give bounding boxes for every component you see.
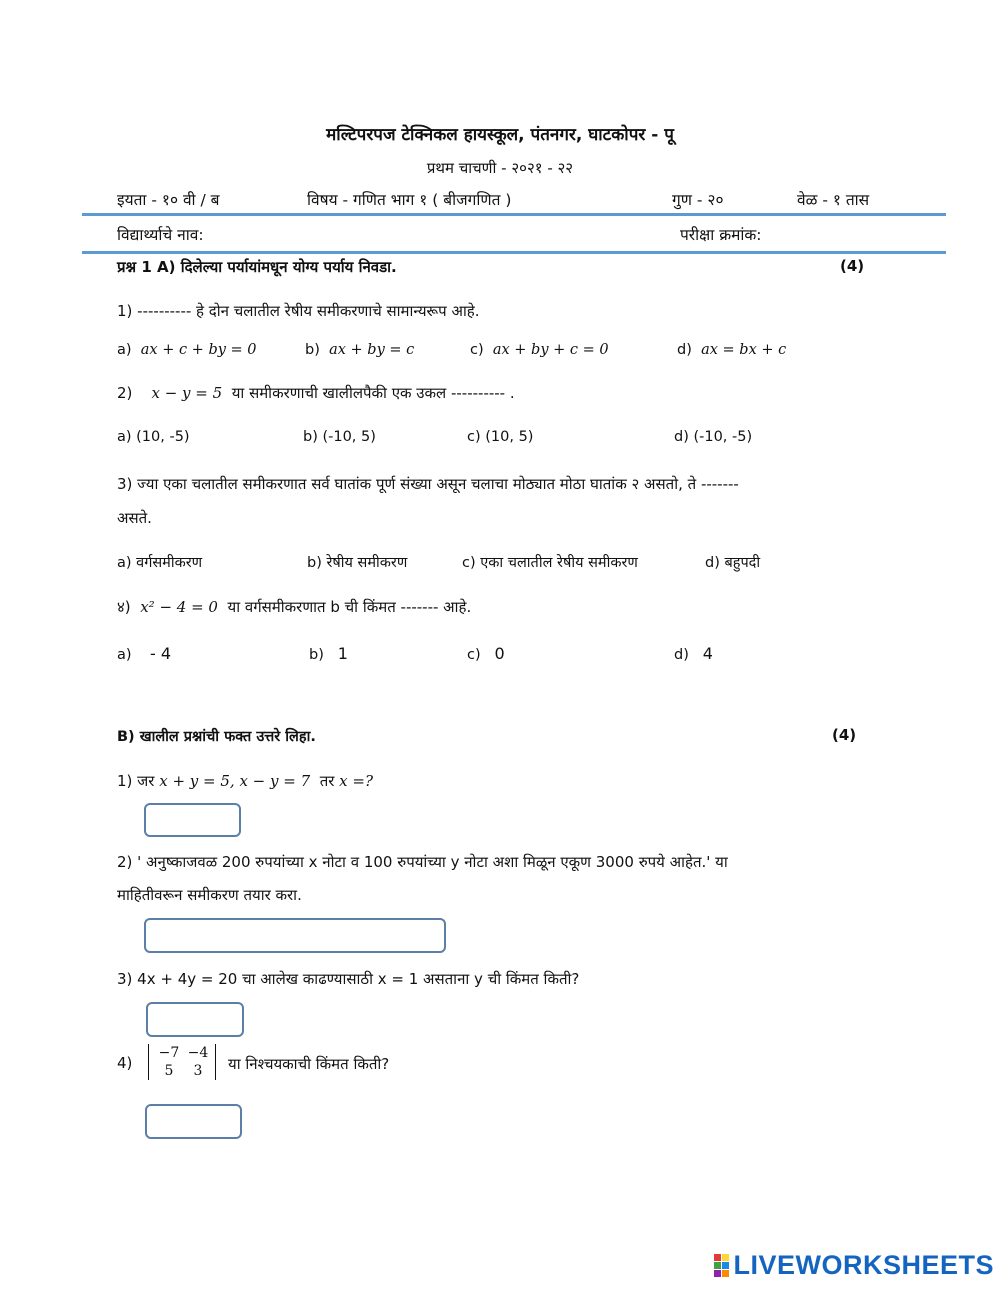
q2-option-a[interactable]: a) (10, -5): [117, 429, 190, 445]
question-b3: 3) 4x + 4y = 20 चा आलेख काढण्यासाठी x = 1 असताना y ची किंमत किती?: [117, 970, 580, 988]
question-b2-line1: 2) ' अनुष्काजवळ 200 रुपयांच्या x नोटा व 100 रुपयांच्या y नोटा अशा मिळून एकूण 3000 रुपये आहेत.' या: [117, 853, 728, 871]
subject-info: विषय - गणित भाग १ ( बीजगणित ): [307, 191, 512, 209]
time-info: वेळ - १ तास: [797, 191, 870, 209]
q2-option-b[interactable]: b) (-10, 5): [303, 429, 376, 445]
test-title: प्रथम चाचणी - २०२१ - २२: [426, 159, 574, 177]
matrix-cell: 3: [193, 1063, 203, 1079]
brand-name: LIVEWORKSHEETS: [733, 1250, 994, 1280]
q4-option-d[interactable]: d) 4: [674, 644, 713, 663]
divider-top: [82, 213, 946, 216]
section-a-marks: (4): [840, 257, 865, 275]
q1-option-b[interactable]: b) ax + by = c: [305, 342, 415, 358]
q2-option-c[interactable]: c) (10, 5): [467, 429, 534, 445]
section-b-marks: (4): [832, 726, 857, 744]
q1-option-d[interactable]: d) ax = bx + c: [677, 342, 787, 358]
question-a2: 2) x − y = 5 या समीकरणाची खालीलपैकी एक उकल ---------- .: [117, 384, 515, 402]
q4-option-a[interactable]: a) - 4: [117, 644, 172, 663]
matrix-cell: 5: [164, 1063, 174, 1079]
determinant-matrix: [148, 1044, 216, 1080]
q1-option-a[interactable]: a) ax + c + by = 0: [117, 342, 257, 358]
student-name-label: विद्यार्थ्याचे नाव:: [117, 226, 204, 244]
question-b1: 1) जर x + y = 5, x − y = 7 तर x =?: [117, 772, 373, 790]
q2-option-d[interactable]: d) (-10, -5): [674, 429, 753, 445]
q3-option-d[interactable]: d) बहुपदी: [705, 555, 761, 571]
q1-option-c[interactable]: c) ax + by + c = 0: [470, 342, 609, 358]
divider-bottom: [82, 251, 946, 254]
liveworksheets-icon: [714, 1254, 729, 1277]
q3-option-c[interactable]: c) एका चलातील रेषीय समीकरण: [462, 555, 638, 571]
question-a3-line2: असते.: [117, 509, 152, 527]
class-info: इयता - १० वी / ब: [117, 191, 220, 209]
section-b-heading: B) खालील प्रश्नांची फक्त उत्तरे लिहा.: [117, 729, 316, 745]
answer-box-b1[interactable]: [144, 803, 241, 837]
matrix-cell: −7: [158, 1045, 180, 1061]
roll-number-label: परीक्षा क्रमांक:: [680, 226, 762, 244]
question-b4-text: या निश्चयकाची किंमत किती?: [228, 1055, 390, 1073]
question-a4: ४) x² − 4 = 0 या वर्गसमीकरणात b ची किंमत ------- आहे.: [117, 598, 472, 616]
question-b2-line2: माहितीवरून समीकरण तयार करा.: [117, 886, 302, 904]
marks-info: गुण - २०: [672, 191, 724, 209]
matrix-cell: −4: [187, 1045, 209, 1061]
liveworksheets-logo: [714, 1250, 994, 1281]
q3-option-a[interactable]: a) वर्गसमीकरण: [117, 555, 203, 571]
question-b4-num: 4): [117, 1054, 133, 1072]
school-name: मल्टिपरपज टेक्निकल हायस्कूल, पंतनगर, घाटकोपर - पू: [326, 125, 674, 145]
q4-option-b[interactable]: b) 1: [309, 644, 348, 663]
q3-option-b[interactable]: b) रेषीय समीकरण: [307, 555, 408, 571]
answer-box-b3[interactable]: [146, 1002, 244, 1037]
section-a-heading: प्रश्न 1 A) दिलेल्या पर्यायांमधून योग्य पर्याय निवडा.: [117, 258, 397, 276]
answer-box-b2[interactable]: [144, 918, 446, 953]
question-a1: 1) ---------- हे दोन चलातील रेषीय समीकरणाचे सामान्यरूप आहे.: [117, 302, 480, 320]
q4-option-c[interactable]: c) 0: [467, 644, 505, 663]
answer-box-b4[interactable]: [145, 1104, 242, 1139]
question-a3-line1: 3) ज्या एका चलातील समीकरणात सर्व घातांक पूर्ण संख्या असून चलाचा मोठ्यात मोठा घातांक २ असतो, ते -------: [117, 475, 739, 493]
